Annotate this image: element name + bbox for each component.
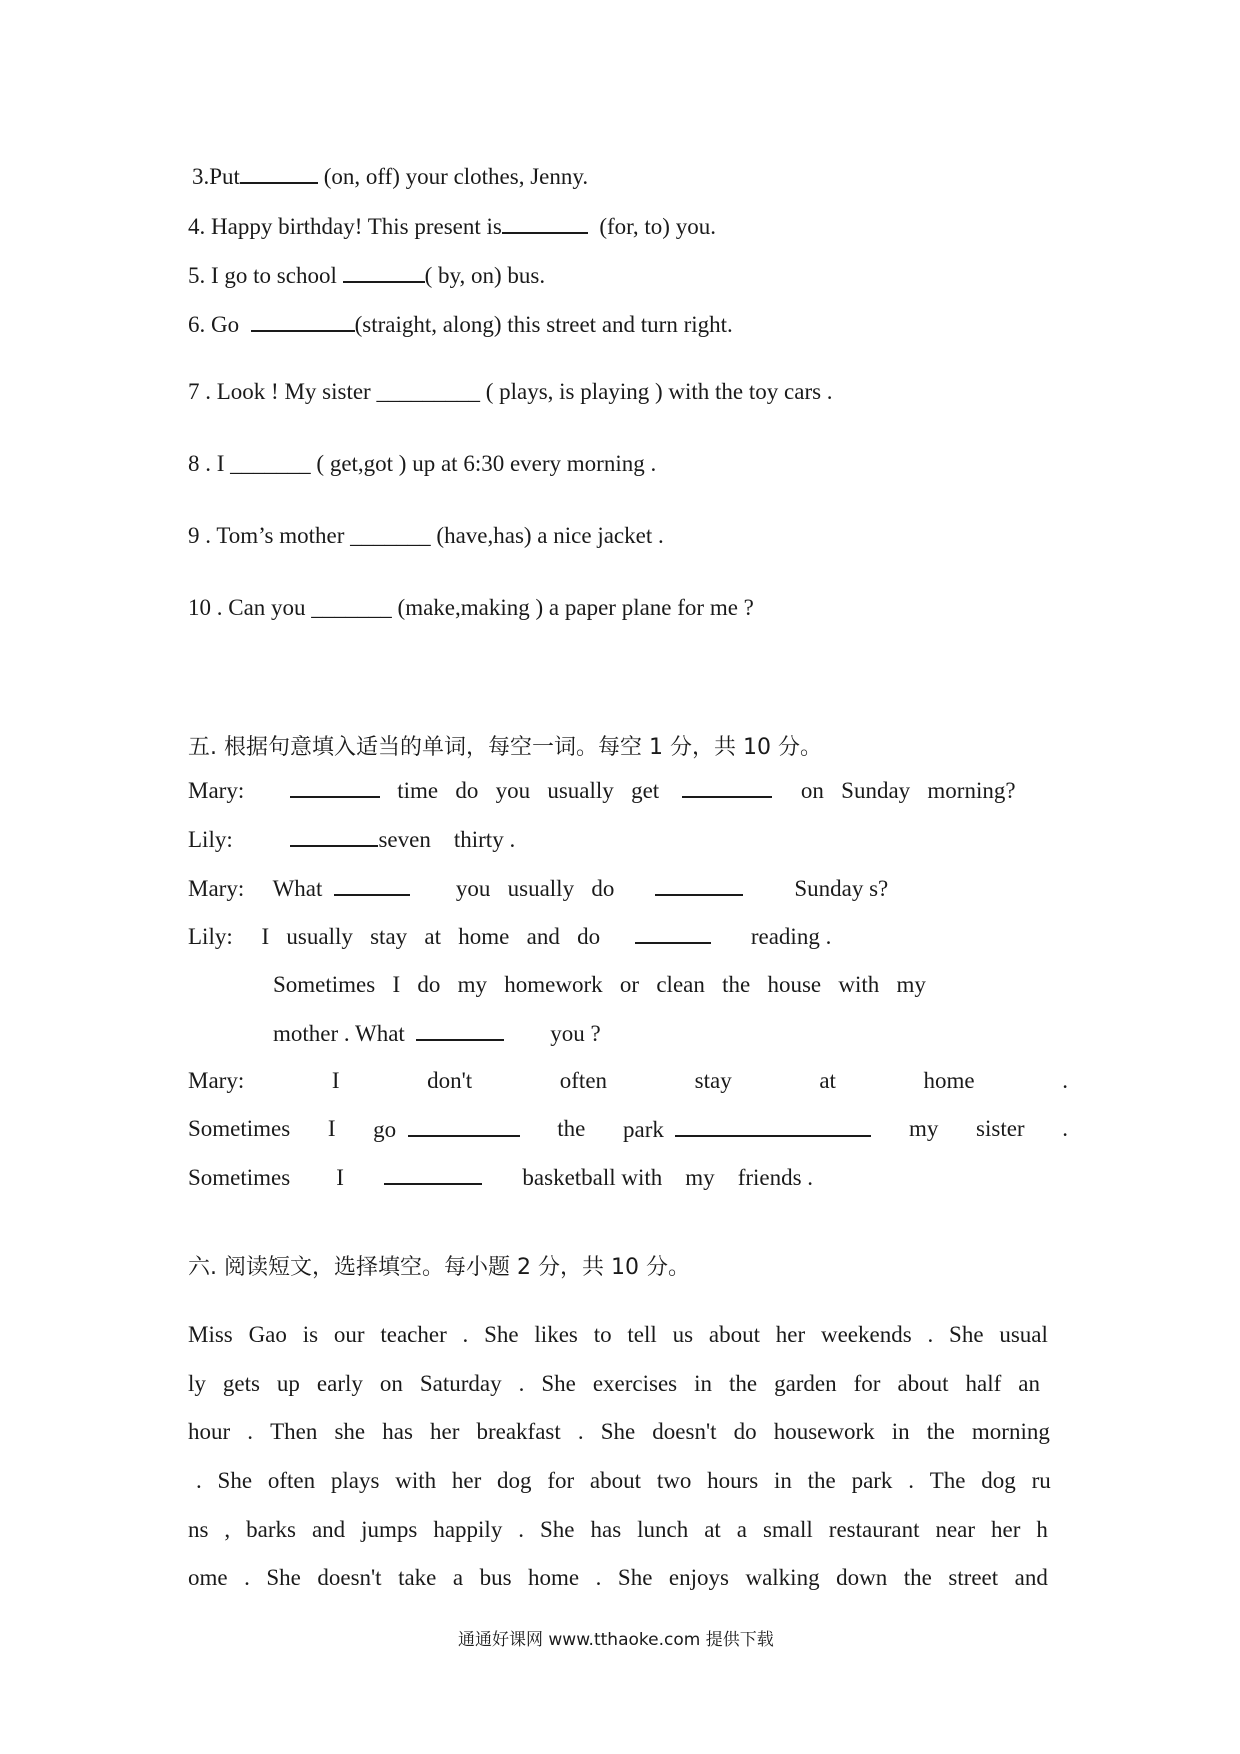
question-10: 10 . Can you _______ (make,making ) a paper plane for me ? bbox=[188, 595, 754, 620]
answer-blank[interactable] bbox=[251, 310, 355, 332]
dialogue-line-7: Mary: I don't often stay at home . bbox=[188, 1068, 1068, 1093]
dialogue-line-1: Mary: time do you usually get on Sunday morning? bbox=[188, 778, 1016, 803]
passage-line-3: hour . Then she has her breakfast . She doesn't do housework in the morning bbox=[188, 1419, 1050, 1444]
question-6: 6. Go (straight, along) this street and turn right. bbox=[188, 312, 733, 337]
answer-blank[interactable] bbox=[635, 922, 711, 944]
answer-blank[interactable] bbox=[290, 776, 380, 798]
answer-blank[interactable] bbox=[290, 825, 378, 847]
dialogue-line-4: Lily: I usually stay at home and do reading . bbox=[188, 924, 832, 949]
section-5-title: 五. 根据句意填入适当的单词，每空一词。每空 1 分，共 10 分。 bbox=[188, 735, 822, 760]
question-5: 5. I go to school ( by, on) bus. bbox=[188, 263, 546, 288]
dialogue-line-2: Lily: seven thirty . bbox=[188, 827, 516, 852]
answer-blank[interactable] bbox=[682, 776, 772, 798]
question-7: 7 . Look ! My sister _________ ( plays, is playing ) with the toy cars . bbox=[188, 379, 833, 404]
question-4: 4. Happy birthday! This present is (for, to) you. bbox=[188, 214, 716, 239]
passage-line-4: . She often plays with her dog for about two hours in the park . The dog ru bbox=[196, 1468, 1051, 1493]
dialogue-line-3: Mary: What you usually do Sunday s? bbox=[188, 876, 889, 901]
answer-blank[interactable] bbox=[334, 874, 410, 896]
answer-blank[interactable] bbox=[384, 1163, 482, 1185]
question-3: 3.Put (on, off) your clothes, Jenny. bbox=[192, 164, 589, 189]
passage-line-5: ns , barks and jumps happily . She has lunch at a small restaurant near her h bbox=[188, 1517, 1048, 1542]
dialogue-line-6: mother . What you ? bbox=[273, 1021, 601, 1046]
answer-blank[interactable] bbox=[416, 1019, 504, 1041]
passage-line-2: ly gets up early on Saturday . She exercises in the garden for about half an bbox=[188, 1371, 1040, 1396]
question-9: 9 . Tom’s mother _______ (have,has) a nice jacket . bbox=[188, 523, 664, 548]
passage-line-1: Miss Gao is our teacher . She likes to tell us about her weekends . She usual bbox=[188, 1322, 1048, 1347]
question-8: 8 . I _______ ( get,got ) up at 6:30 every morning . bbox=[188, 451, 657, 476]
answer-blank[interactable] bbox=[502, 212, 588, 234]
answer-blank[interactable] bbox=[408, 1115, 520, 1137]
answer-blank[interactable] bbox=[343, 261, 425, 283]
answer-blank[interactable] bbox=[240, 162, 318, 184]
passage-line-6: ome . She doesn't take a bus home . She enjoys walking down the street and bbox=[188, 1565, 1048, 1590]
dialogue-line-5: Sometimes I do my homework or clean the house with my bbox=[273, 972, 926, 997]
section-6-title: 六. 阅读短文，选择填空。每小题 2 分，共 10 分。 bbox=[188, 1255, 690, 1280]
answer-blank[interactable] bbox=[655, 874, 743, 896]
answer-blank[interactable] bbox=[675, 1115, 871, 1137]
page-footer: 通通好课网 www.tthaoke.com 提供下载 bbox=[458, 1630, 774, 1650]
dialogue-line-9: Sometimes I basketball with my friends . bbox=[188, 1165, 814, 1190]
dialogue-line-8: Sometimes I go the park my sister . bbox=[188, 1116, 1068, 1142]
